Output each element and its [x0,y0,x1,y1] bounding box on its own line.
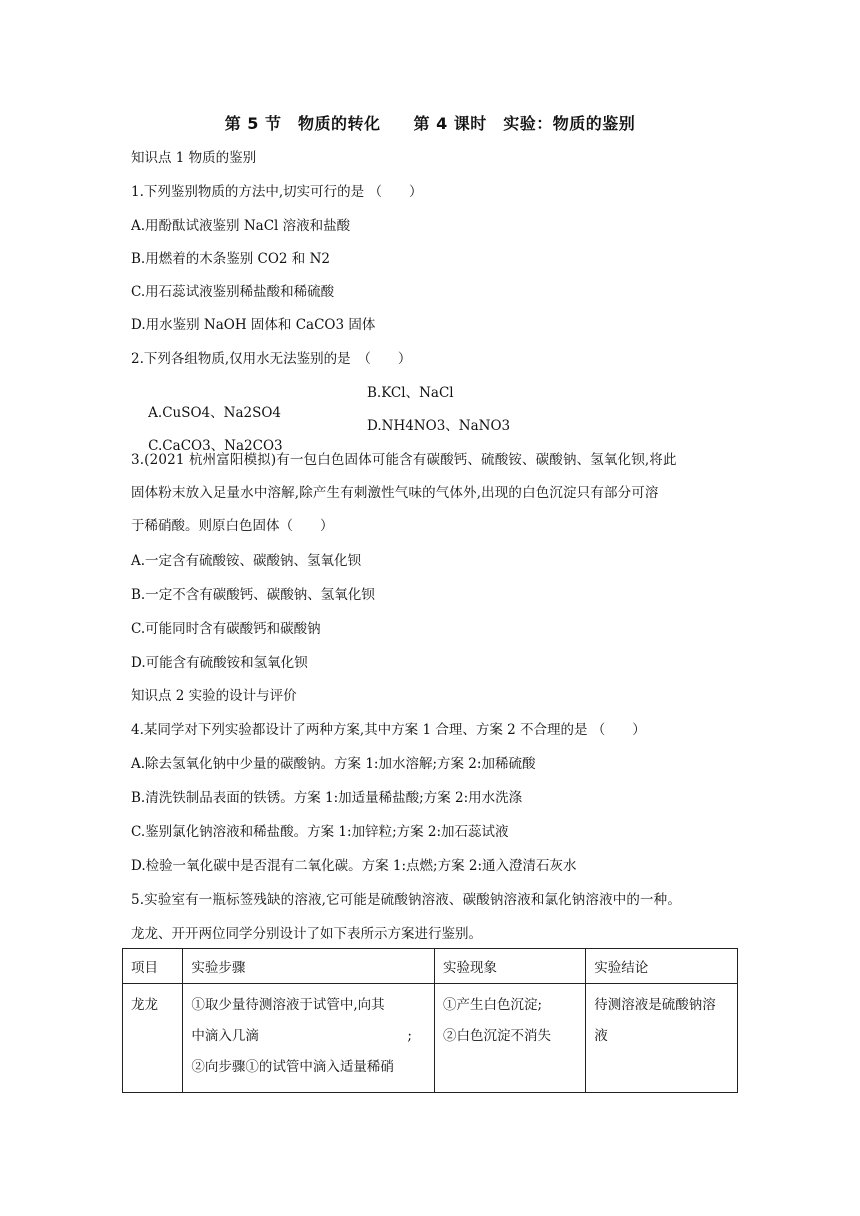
section-heading-2: 知识点 2 实验的设计与评价 [131,688,297,704]
question-2-option-a: A.CuSO4、Na2SO4 [148,405,281,421]
question-1-option-d: D.用水鉴别 NaOH 固体和 CaCO3 固体 [131,317,376,333]
section-heading-1: 知识点 1 物质的鉴别 [131,150,257,166]
question-3-option-d: D.可能含有硫酸铵和氢氧化钡 [131,655,308,671]
table-header-steps: 实验步骤 [183,949,435,984]
question-2-stem: 2.下列各组物质,仅用水无法鉴别的是 （ ） [131,351,412,367]
row-item-label: 龙龙 [131,997,158,1013]
question-4-option-d: D.检验一氧化碳中是否混有二氧化碳。方案 1:点燃;方案 2:通入澄清石灰水 [131,858,577,874]
question-2-option-c: C.CaCO3、Na2CO3 [148,438,283,454]
question-5-stem-line-2: 龙龙、开开两位同学分别设计了如下表所示方案进行鉴别。 [131,926,482,942]
table-header-row [123,949,738,984]
table-row [123,984,738,1093]
question-3-stem-line-3: 于稀硝酸。则原白色固体（ ） [131,518,334,534]
page-title: 第 5 节 物质的转化 第 4 课时 实验：物质的鉴别 [224,114,636,133]
question-5-stem-line-1: 5.实验室有一瓶标签残缺的溶液,它可能是硫酸钠溶液、碳酸钠溶液和氯化钠溶液中的一种。 [131,892,681,908]
step-line: ②向步骤①的试管中滴入适量稀硝 [191,1059,394,1075]
experiment-table [122,948,738,1093]
question-4-option-b: B.清洗铁制品表面的铁锈。方案 1:加适量稀盐酸;方案 2:用水洗涤 [131,790,523,806]
phenomenon-line: ①产生白色沉淀; [442,997,543,1013]
conclusion-line: 待测溶液是硫酸钠溶 [594,997,716,1013]
question-4-stem: 4.某同学对下列实验都设计了两种方案,其中方案 1 合理、方案 2 不合理的是 （ ） [131,722,646,738]
question-2-option-d: D.NH4NO3、NaNO3 [367,418,511,434]
question-3-option-c: C.可能同时含有碳酸钙和碳酸钠 [131,621,321,637]
table-header-phenomena: 实验现象 [434,949,585,984]
question-1-stem: 1.下列鉴别物质的方法中,切实可行的是 （ ） [131,184,423,200]
phenomenon-line: ②白色沉淀不消失 [442,1028,551,1044]
question-3-stem-line-2: 固体粉末放入足量水中溶解,除产生有刺激性气味的气体外,出现的白色沉淀只有部分可溶 [131,485,659,501]
question-3-stem-line-1: 3.(2021 杭州富阳模拟)有一包白色固体可能含有碳酸钙、硫酸铵、碳酸钠、氢氧化钡,将此 [131,452,677,468]
question-4-option-a: A.除去氢氧化钠中少量的碳酸钠。方案 1:加水溶解;方案 2:加稀硫酸 [131,756,536,772]
question-1-option-b: B.用燃着的木条鉴别 CO2 和 N2 [131,251,330,267]
step-line: 中滴入几滴 ; [191,1028,412,1044]
question-4-option-c: C.鉴别氯化钠溶液和稀盐酸。方案 1:加锌粒;方案 2:加石蕊试液 [131,824,509,840]
conclusion-line: 液 [594,1028,608,1044]
table-cell-steps [183,984,435,1093]
table-cell-item [123,984,183,1093]
table-header-conclusion: 实验结论 [586,949,738,984]
question-2-option-b: B.KCl、NaCl [367,385,454,401]
question-3-option-b: B.一定不含有碳酸钙、碳酸钠、氢氧化钡 [131,587,375,603]
step-line: ①取少量待测溶液于试管中,向其 [191,997,385,1013]
question-1-option-a: A.用酚酞试液鉴别 NaCl 溶液和盐酸 [131,218,351,234]
question-1-option-c: C.用石蕊试液鉴别稀盐酸和稀硫酸 [131,284,335,300]
question-3-option-a: A.一定含有硫酸铵、碳酸钠、氢氧化钡 [131,553,362,569]
table-cell-phenomena [434,984,585,1093]
table-header-item: 项目 [123,949,183,984]
table-cell-conclusion [586,984,738,1093]
